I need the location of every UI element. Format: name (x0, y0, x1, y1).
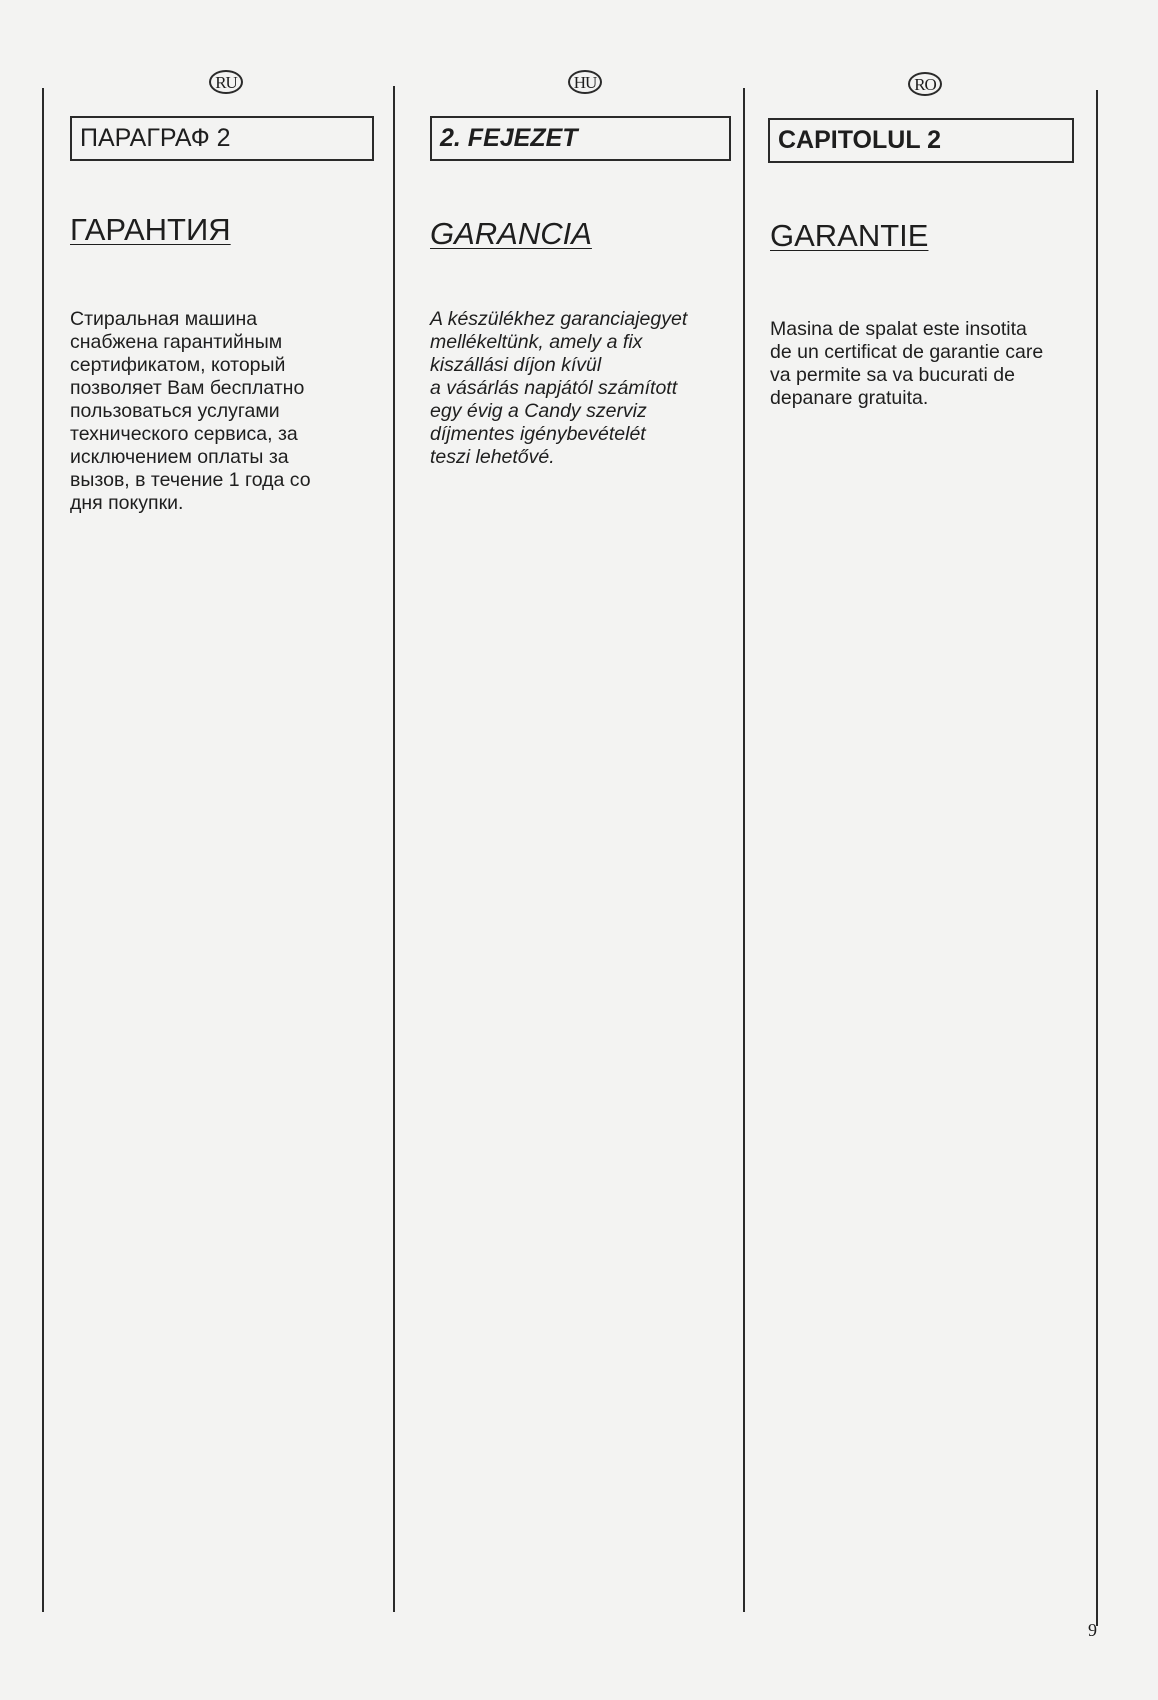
column-divider-left (42, 88, 44, 1612)
section-title-ru: ГАРАНТИЯ (70, 212, 231, 247)
page-number: 9 (1088, 1620, 1097, 1640)
lang-badge-hu: HU (568, 70, 602, 94)
section-heading-ro: CAPITOLUL 2 (768, 118, 1074, 163)
section-title-hu: GARANCIA (430, 216, 592, 251)
lang-badge-ru: RU (209, 70, 243, 94)
column-divider-center-left (393, 86, 395, 1612)
section-body-hu: A készülékhez garanciajegyet mellékeltünk, amely a fix kiszállási díjon kívül a vásárlás napjától számított egy évig a Candy szerviz díjmentes igénybevételét teszi lehetővé. (430, 308, 688, 468)
column-divider-right (1096, 90, 1098, 1626)
column-divider-center-right (743, 88, 745, 1612)
lang-badge-ro: RO (908, 72, 942, 96)
section-title-ro: GARANTIE (770, 218, 929, 253)
section-heading-ru: ПАРАГРАФ 2 (70, 116, 374, 161)
section-body-ro: Masina de spalat este insotita de un certificat de garantie care va permite sa va bucurati de depanare gratuita. (770, 318, 1044, 409)
section-heading-hu: 2. FEJEZET (430, 116, 731, 161)
section-body-ru: Стиральная машина снабжена гарантийным сертификатом, который позволяет Вам бесплатно пользоваться услугами технического сервиса, за исключением оплаты за вызов, в течение 1 года со дня покупки. (70, 308, 311, 514)
